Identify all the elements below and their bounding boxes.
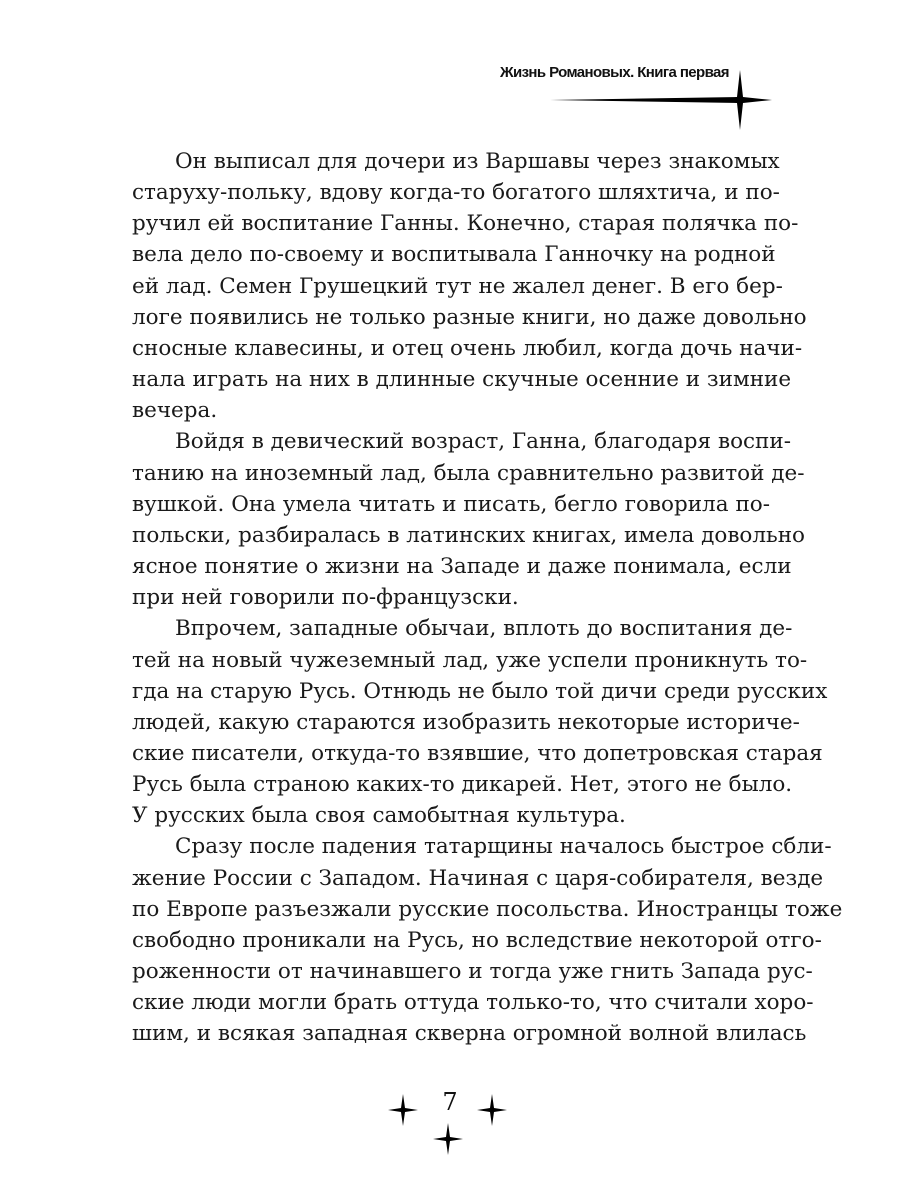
body-text [132,146,843,1050]
paragraph [132,426,805,613]
text-line: ские люди могли брать оттуда только-то, что считали хоро- [132,990,814,1016]
page-folio [380,1090,520,1160]
text-line: сносные клавесины, и отец очень любил, когда дочь начи- [132,335,803,361]
text-line: польски, разбиралась в латинских книгах, имела довольно [132,522,805,548]
text-line: свободно проникали на Русь, но вследствие некоторой отго- [132,927,822,953]
text-line: при ней говорили по-французски. [132,585,519,611]
text-line: людей, какую стараются изобразить некоторые историче- [132,709,800,735]
text-line: вечера. [132,398,218,424]
paragraph [132,146,807,426]
text-line: гда на старую Русь. Отнюдь не было той дичи среди русских [132,678,828,704]
text-line: У русских была своя самобытная культура. [132,803,626,829]
text-line: Сразу после падения татарщины началось быстрое сбли- [175,834,832,860]
text-line: роженности от начинавшего и тогда уже гнить Запада рус- [132,959,813,985]
paragraph [132,831,843,1049]
text-line: вела дело по-своему и воспитывала Ганночку на родной [132,242,776,268]
paragraph [132,613,828,831]
text-line: жение России с Западом. Начиная с царя-собирателя, везде [132,865,824,891]
text-line: нала играть на них в длинные скучные осенние и зимние [132,367,792,393]
running-title: Жизнь Романовых. Книга первая [500,64,729,81]
text-line: ручил ей воспитание Ганны. Конечно, старая полячка по- [132,211,799,237]
text-line: Он выписал для дочери из Варшавы через знакомых [175,149,780,174]
star-line-ornament-icon [540,66,780,136]
text-line: ские писатели, откуда-то взявшие, что допетровская старая [132,740,823,766]
page-number: 7 [442,1088,458,1116]
text-line: ей лад. Семен Грушецкий тут не жалел денег. В его бер- [132,273,783,299]
text-line: по Европе разъезжали русские посольства. Иностранцы тоже [132,896,843,922]
text-line: Впрочем, западные обычаи, вплоть до воспитания де- [175,616,793,642]
text-line: тей на новый чужеземный лад, уже успели проникнуть то- [132,647,808,673]
text-line: логе появились не только разные книги, но даже довольно [132,304,807,330]
text-line: старуху-польку, вдову когда-то богатого шляхтича, и по- [132,180,780,206]
text-line: танию на иноземный лад, была сравнительно развитой де- [132,460,805,486]
text-line: Войдя в девический возраст, Ганна, благодаря воспи- [175,429,791,455]
text-line: вушкой. Она умела читать и писать, бегло говорила по- [132,491,770,517]
text-line: ясное понятие о жизни на Западе и даже понимала, если [132,554,792,580]
text-line: шим, и всякая западная скверна огромной волной влилась [132,1021,807,1047]
text-line: Русь была страною каких-то дикарей. Нет, этого не было. [132,772,793,798]
